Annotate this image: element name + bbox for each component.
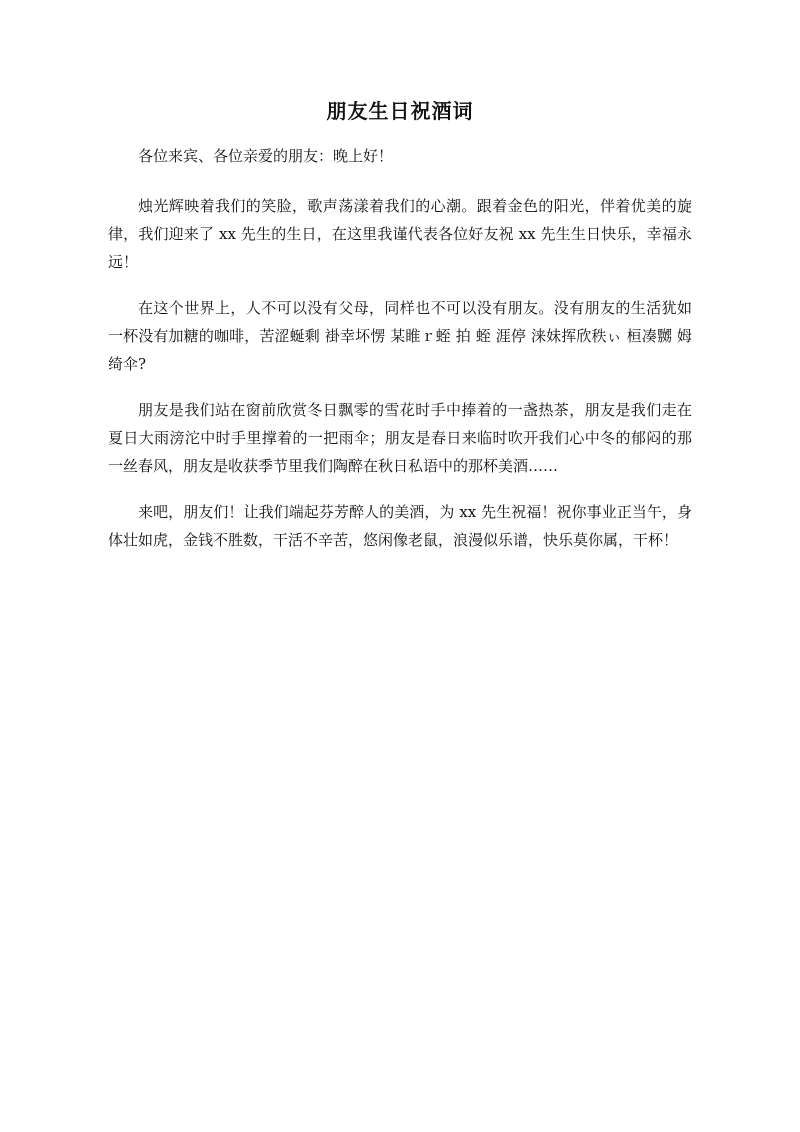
body-paragraph-1: 烛光辉映着我们的笑脸，歌声荡漾着我们的心潮。跟着金色的阳光，伴着优美的旋律，我们迎来了 xx 先生的生日，在这里我谨代表各位好友祝 xx 先生生日快乐，幸福永远！ bbox=[108, 197, 692, 271]
body-paragraph-4: 来吧，朋友们！让我们端起芬芳醉人的美酒，为 xx 先生祝福！祝你事业正当午，身体壮如虎，金钱不胜数，干活不辛苦，悠闲像老鼠，浪漫似乐谱，快乐莫你属，干杯！ bbox=[108, 503, 692, 549]
greeting-paragraph: 各位来宾、各位亲爱的朋友：晚上好！ bbox=[138, 147, 394, 165]
body-paragraph-3: 朋友是我们站在窗前欣赏冬日飘零的雪花时手中捧着的一盏热茶，朋友是我们走在夏日大雨滂沱中时手里撑着的一把雨伞；朋友是春日来临时吹开我们心中冬的郁闷的那一丝春风，朋友是收获季节里我们陶醉在秋日私语中的那杯美酒…… bbox=[108, 401, 692, 475]
document-body bbox=[108, 142, 692, 572]
document-title: 朋友生日祝酒词 bbox=[326, 99, 474, 123]
body-paragraph-2: 在这个世界上，人不可以没有父母，同样也不可以没有朋友。没有朋友的生活犹如一杯没有加糖的咖啡，苦涩蜒剩 褂幸坏愣 某睢ｒ蛭 拍 蛭 涯停 涞妹挥欣秩ぃ 桓凑嬲 姆绮伞? bbox=[108, 299, 692, 373]
